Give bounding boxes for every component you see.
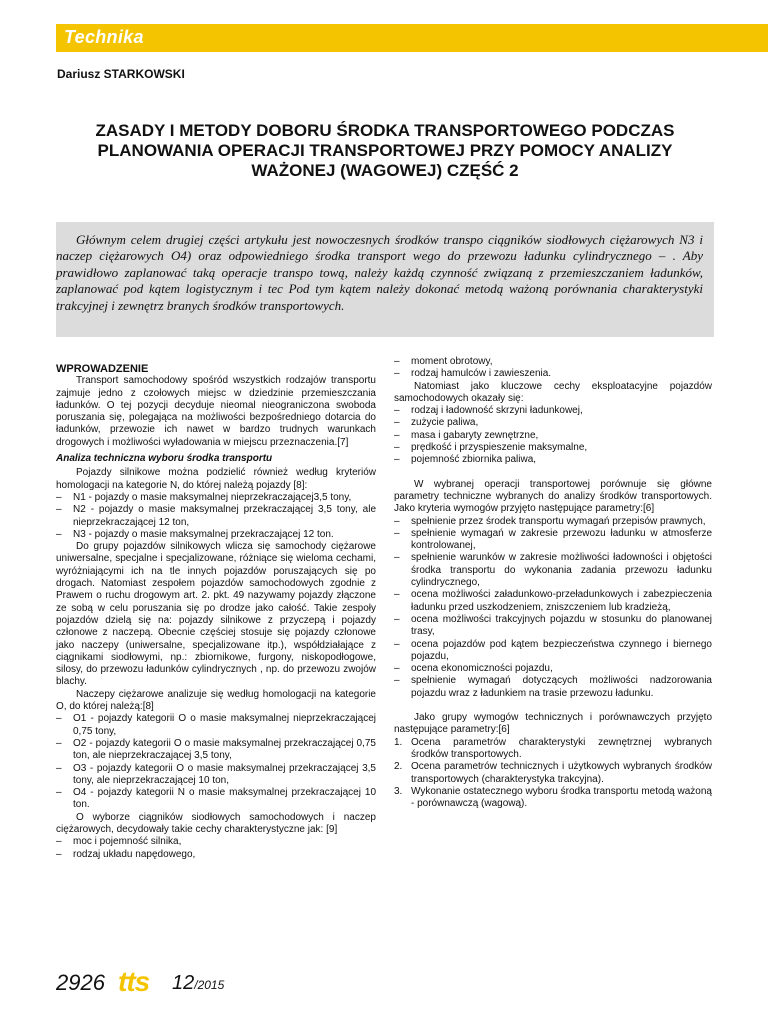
paragraph: Pojazdy silnikowe można podzielić również według kryteriów homologacji na kategorie N, do której należą pojazdy [8]: [56,467,376,491]
list-item: – rodzaj hamulców i zawieszenia. [394,368,712,380]
issue-number: 12/2015 [172,972,225,994]
paragraph: O wyborze ciągników siodłowych samochodowych i naczep ciężarowych, decydowały takie cechy charakterystyczne jak: [9] [56,811,376,835]
paragraph: Do grupy pojazdów silnikowych wlicza się samochody ciężarowe uniwersalne, specjalne i specjalizowane, różniące się wieloma cechami, wyróżniającymi ich na tle innych pojazdów poruszających się po drogach. Natomiast zespołem pojazdów samochodowych zgodnie z Prawem o ruchu drogowym art. 2. pkt. 49 nazywamy pojazdy złączone ze sobą w celu poruszania się po drodze jako całość. Takie zespoły pojazdów dzielą się na: pojazdy silnikowe z przyczepą i pojazdy członowe z naczepą. Obecnie częściej stosuje się pojazdy członowe jako naczepy (uniwersalne, specjalizowane itp.), współdziałające z ciągnikami siodłowymi, np.: zbiornikowe, furgony, niskopodłogowe, silosy, do przewozu ładunków cylindrycznych , np. do przewozu zwojów blachy. [56,541,376,688]
list-item: – ocena ekonomiczności pojazdu, [394,663,712,675]
list-item: – N2 - pojazdy o masie maksymalnej przekraczającej 3,5 tony, ale nieprzekraczającej 12 ton, [56,504,376,529]
list-item: – O2 - pojazdy kategorii O o masie maksymalnej przekraczającej 0,75 ton, ale nieprzekraczającej 3,5 tony, [56,738,376,763]
page-footer [56,968,356,1000]
paragraph: Natomiast jako kluczowe cechy eksploatacyjne pojazdów samochodowych okazały się: [394,380,712,404]
list-item: – spełnienie warunków w zakresie możliwości ładowności i objętości środka transportu do wykonania zadania przewozu ładunku cylindrycznego, [394,552,712,589]
o-category-list [56,713,376,811]
exploitation-features-list [394,405,712,466]
list-item: – moc i pojemność silnika, [56,836,376,848]
list-item: – ocena pojazdów pod kątem bezpieczeństwa czynnego i biernego pojazdu, [394,639,712,664]
n-category-list [56,492,376,541]
list-item: – O1 - pojazdy kategorii O o masie maksymalnej nieprzekraczającej 0,75 tony, [56,713,376,738]
list-item: – O3 - pojazdy kategorii O o masie maksymalnej przekraczającej 3,5 tony, ale nieprzekraczającej 10 ton, [56,763,376,788]
list-item: – N1 - pojazdy o masie maksymalnej nieprzekraczającej3,5 tony, [56,492,376,504]
list-item: – rodzaj i ładowność skrzyni ładunkowej, [394,405,712,417]
list-item: – prędkość i przyspieszenie maksymalne, [394,442,712,454]
characteristics-list [56,836,376,861]
paragraph: W wybranej operacji transportowej porównuje się główne parametry techniczne wybranych do analizy środków transportowych. Jako kryteria wymogów przyjęto następujące parametry:[6] [394,478,712,515]
list-item: – zużycie paliwa, [394,417,712,429]
list-item: – spełnienie przez środek transportu wymagań przepisów prawnych, [394,516,712,528]
list-item: – pojemność zbiornika paliwa, [394,454,712,466]
criteria-list [394,516,712,700]
numbered-list [394,737,712,811]
list-item: – moment obrotowy, [394,356,712,368]
abstract-text: Głównym celem drugiej części artykułu jest nowoczesnych środków transpo ciągników siodłowych ciężarowych N3 i naczep ciężarowych O4) oraz odpowiedniego środka transport wego do przewozu ładunku cylindrycznego – . Aby prawidłowo zaplanować taką operacje transpo tową, należy każdą czynność związaną z przemieszczaniem ładunków, zaplanować pod kątem logistycznym i tec Pod tym kątem należy dokonać metodą ważoną porównania charakterystyki trakcyjnej i zewnętrz branych środków transportowych. [56,232,703,313]
article-title: ZASADY I METODY DOBORU ŚRODKA TRANSPORTOWEGO PODCZAS PLANOWANIA OPERACJI TRANSPORTOWEJ PRZY POMOCY ANALIZY WAŻONEJ (WAGOWEJ) CZĘŚĆ 2 [95,121,675,180]
list-item: – spełnienie wymagań w zakresie przewozu ładunku w atmosferze kontrolowanej, [394,528,712,553]
characteristics-list-continued [394,356,712,381]
list-item: – masa i gabaryty zewnętrzne, [394,430,712,442]
list-item: 1. Ocena parametrów charakterystyki zewnętrznej wybranych środków transportowych. [394,736,712,760]
section-banner [56,24,768,52]
issue-year: /2015 [194,978,225,992]
right-column [394,356,712,810]
journal-logo: tts [118,966,150,997]
list-item: – N3 - pojazdy o masie maksymalnej przekraczającej 12 ton. [56,529,376,541]
paragraph: Jako grupy wymogów technicznych i porównawczych przyjęto następujące parametry:[6] [394,712,712,736]
intro-paragraph: Transport samochodowy spośród wszystkich rodzajów transportu zajmuje jedno z czołowych miejsc w dziedzinie przemieszczania ładunków. O tej pozycji decyduje nieomal nieograniczona swoboda poruszania się, polegająca na możliwości bezpośredniego dotarcia do ładunków, przewozie ich nawet w bardzo trudnych warunkach drogowych i możliwości wyładowania w miejscu przeznaczenia.[7] [56,375,376,448]
list-item: 2. Ocena parametrów technicznych i użytkowych wybranych środków transportowych (charakterystyka trakcyjna). [394,761,712,785]
list-item: 3. Wykonanie ostatecznego wyboru środka transportu metodą ważoną - porównawczą (wagową). [394,785,712,810]
abstract-box [56,222,714,337]
list-item: – O4 - pojazdy kategorii N o masie maksymalnej przekraczającej 10 ton. [56,787,376,812]
subheading: Analiza techniczna wyboru środka transportu [56,453,273,465]
paragraph: Naczepy ciężarowe analizuje się według homologacji na kategorie O, do której należą:[8] [56,688,376,713]
section-heading: WPROWADZENIE [56,363,149,375]
author-name: Dariusz STARKOWSKI [57,67,185,81]
list-item: – spełnienie wymagań dotyczących możliwości nadzorowania pojazdu wraz z ładunkiem na trasie przewozu ładunku. [394,675,712,700]
list-item: – rodzaj układu napędowego, [56,849,376,861]
left-column [56,363,376,861]
page-number: 2926 [56,970,105,995]
section-title: Technika [64,27,144,47]
list-item: – ocena możliwości trakcyjnych pojazdu w stosunku do planowanej trasy, [394,614,712,639]
list-item: – ocena możliwości załadunkowo-przeładunkowych i zabezpieczenia ładunku przed uszkodzeniem, zniszczeniem lub kradzieżą, [394,589,712,614]
